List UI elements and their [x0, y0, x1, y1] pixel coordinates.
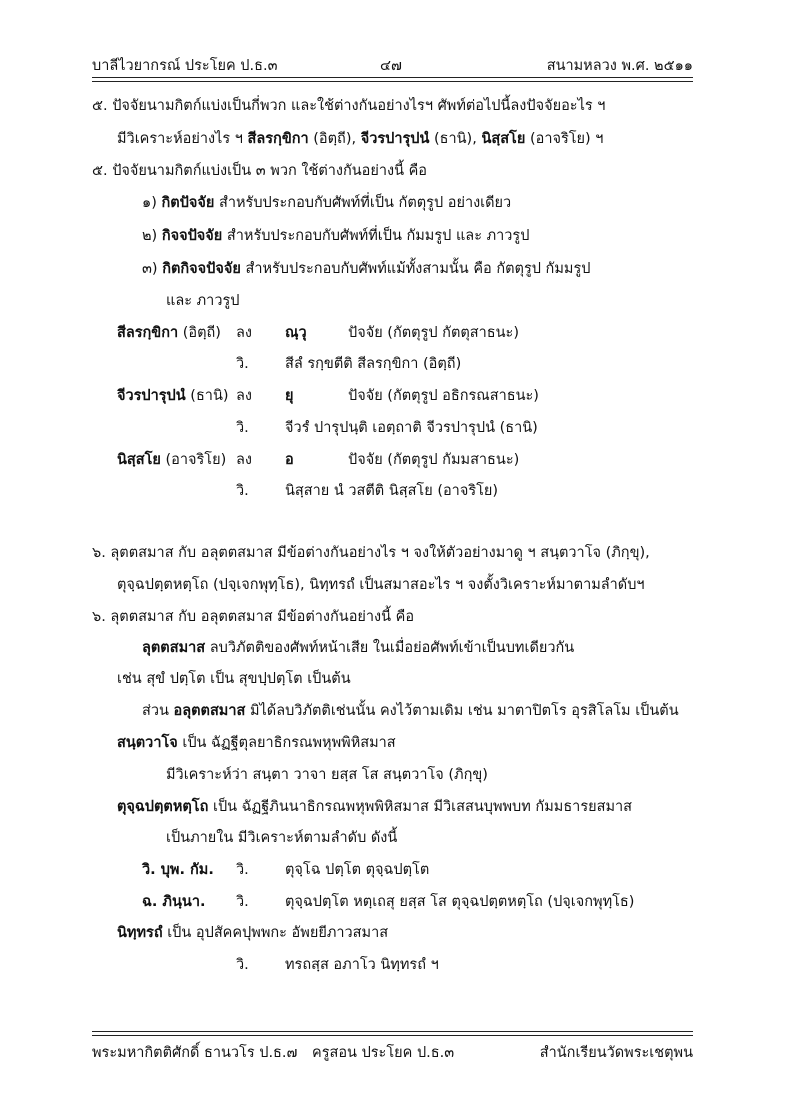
word-3-suffix: อ	[285, 452, 294, 468]
header-exam-year: สนามหลวง พ.ศ. ๒๕๑๑	[546, 58, 693, 74]
word-3-description: ปัจจัย (กัตตุรูป กัมมสาธนะ)	[348, 452, 520, 468]
page-number: ๔๗	[380, 58, 402, 74]
term: อลุตตสมาส	[173, 703, 246, 719]
word-note: (อิตฺถี)	[182, 325, 221, 341]
samasa-2a-analysis: ตุจฺโฉ ปตฺโต ตุจฺฉปตฺโต	[285, 862, 430, 878]
word-2-suffix: ยุ	[285, 388, 294, 404]
q5-word-3: นิสฺสโย	[481, 131, 526, 147]
item-number: ๓)	[142, 261, 158, 277]
samasa-2	[117, 797, 632, 817]
term: ตุจฺฉปตฺตหตฺโถ	[117, 799, 209, 815]
word-3-long: ลง	[236, 452, 252, 468]
term: สนฺตวาโจ	[117, 735, 178, 751]
answer-6-intro: ๖. ลุตตสมาส กับ อลุตตสมาส มีข้อต่างกันอย่างนี้ คือ	[92, 609, 415, 625]
item-description: สำหรับประกอบกับศัพท์แม้ทั้งสามนั้น คือ กัตตุรูป กัมมรูป	[245, 261, 591, 277]
word-2-term	[117, 386, 229, 406]
question-6-line-2: ตุจฺฉปตฺตหตฺโถ (ปจฺเจกพุทฺโธ), นิทฺทรถํ เป็นสมาสอะไร ฯ จงตั้งวิเคราะห์มาตามลำดับฯ	[117, 577, 645, 593]
item-term: กิตกิจจปัจจัย	[162, 261, 241, 277]
description: เป็น อุปสัคคปุพพกะ อัพยยีภาวสมาส	[167, 925, 389, 941]
word-note: (อาจริโย)	[165, 452, 227, 468]
description: เป็น ฉัฏฐีภินนาธิกรณพหุพพิหิสมาส มีวิเสสนบุพพบท กัมมธารยสมาส	[212, 799, 633, 815]
answer-5-item-3	[142, 259, 590, 279]
question-6-line-1: ๖. ลุตตสมาส กับ อลุตตสมาส มีข้อต่างกันอย่างไร ฯ จงให้ตัวอย่างมาดู ฯ สนฺตวาโจ (ภิกฺขุ),	[92, 545, 650, 561]
answer-6-lutta-example: เช่น สุขํ ปตฺโต เป็น สุขปฺปตฺโต เป็นต้น	[117, 671, 351, 687]
header-book-title: บาลีไวยากรณ์ ประโยค ป.ธ.๓	[92, 58, 278, 74]
footer-author: พระมหากิตติศักดิ์ ธานวโร ป.ธ.๗	[92, 1045, 298, 1061]
q5-word-3-note: (อาจริโย) ฯ	[529, 131, 604, 147]
word-2-long: ลง	[236, 388, 252, 404]
item-description: สำหรับประกอบกับศัพท์ที่เป็น กัมมรูป และ ภาวรูป	[226, 228, 530, 244]
word-3-vi: วิ.	[236, 483, 249, 499]
header-rule	[92, 77, 693, 82]
word-term: นิสฺสโย	[117, 452, 161, 468]
samasa-2b-vi: วิ.	[236, 894, 249, 910]
word-1-term	[117, 323, 221, 343]
word-3-analysis: นิสฺสาย นํ วสตีติ นิสฺสโย (อาจริโย)	[285, 483, 499, 499]
samasa-1	[117, 733, 396, 753]
word-1-analysis: สีลํ รกฺขตีติ สีลรกฺขิกา (อิตฺถี)	[285, 356, 462, 372]
term: ลุตตสมาส	[142, 640, 206, 656]
question-5-line-1: ๕. ปัจจัยนามกิตก์แบ่งเป็นกี่พวก และใช้ต่างกันอย่างไรฯ ศัพท์ต่อไปนี้ลงปัจจัยอะไร ฯ	[92, 98, 606, 114]
samasa-2a-vi: วิ.	[236, 862, 249, 878]
word-2-vi: วิ.	[236, 420, 249, 436]
page-header	[92, 54, 693, 78]
answer-5-intro: ๕. ปัจจัยนามกิตก์แบ่งเป็น ๓ พวก ใช้ต่างกันอย่างนี้ คือ	[92, 163, 428, 179]
word-3-term	[117, 450, 226, 470]
item-number: ๒)	[142, 228, 158, 244]
word-2-analysis: จีวรํ ปารุปนฺติ เอตฺถาติ จีวรปารุปนํ (ธานิ)	[285, 420, 538, 436]
word-1-long: ลง	[236, 325, 252, 341]
samasa-2b-label: ฉ. ภินฺนา.	[142, 894, 206, 910]
answer-5-item-3-continued: และ ภาวรูป	[166, 293, 240, 309]
q5-text: มีวิเคราะห์อย่างไร ฯ	[117, 131, 243, 147]
word-2-description: ปัจจัย (กัตตุรูป อธิกรณสาธนะ)	[348, 388, 539, 404]
answer-5-item-2	[142, 226, 529, 246]
q5-word-2-note: (ธานิ),	[434, 131, 477, 147]
samasa-2a-label: วิ. บุพ. กัม.	[142, 862, 214, 878]
word-1-vi: วิ.	[236, 356, 249, 372]
word-term: สีลรกฺขิกา	[117, 325, 179, 341]
description: มิได้ลบวิภัตติเช่นนั้น คงไว้ตามเดิม เช่น มาตาปิตโร อุรสิโลโม เป็นต้น	[249, 703, 679, 719]
footer-course: ครูสอน ประโยค ป.ธ.๓	[312, 1045, 455, 1061]
q5-word-1-note: (อิตฺถี),	[313, 131, 357, 147]
samasa-3	[117, 923, 388, 943]
question-5-line-2	[117, 129, 603, 149]
prefix: ส่วน	[142, 703, 169, 719]
q5-word-2: จีวรปารุปนํ	[360, 131, 430, 147]
samasa-3-vi: วิ.	[236, 957, 249, 973]
samasa-2b-analysis: ตุจฺฉปตฺโต หตฺเถสุ ยสฺส โส ตุจฺฉปตฺตหตฺโถ (ปจฺเจกพุทฺโธ)	[285, 894, 635, 910]
samasa-2-continued: เป็นภายใน มีวิเคราะห์ตามลำดับ ดังนี้	[166, 830, 398, 846]
footer-rule	[92, 1031, 693, 1036]
answer-5-item-1	[142, 193, 511, 213]
q5-word-1: สีลรกฺขิกา	[247, 131, 309, 147]
word-1-description: ปัจจัย (กัตตุรูป กัตตุสาธนะ)	[348, 325, 519, 341]
samasa-1-analysis: มีวิเคราะห์ว่า สนฺตา วาจา ยสฺส โส สนฺตวาโจ (ภิกฺขุ)	[166, 767, 488, 783]
word-1-suffix: ณฺวุ	[285, 325, 307, 341]
item-term: กิตปัจจัย	[161, 195, 215, 211]
footer-institution: สำนักเรียนวัดพระเชตุพน	[539, 1045, 693, 1061]
description: เป็น ฉัฏฐีตุลยาธิกรณพหุพพิหิสมาส	[182, 735, 396, 751]
samasa-3-analysis: ทรถสฺส อภาโว นิทฺทรถํ ฯ	[285, 957, 439, 973]
word-note: (ธานิ)	[190, 388, 229, 404]
answer-6-lutta	[142, 638, 574, 658]
item-description: สำหรับประกอบกับศัพท์ที่เป็น กัตตุรูป อย่างเดียว	[218, 195, 512, 211]
word-term: จีวรปารุปนํ	[117, 388, 186, 404]
description: ลบวิภัตติของศัพท์หน้าเสีย ในเมื่อย่อศัพท์เข้าเป็นบทเดียวกัน	[209, 640, 575, 656]
answer-6-alutta	[142, 701, 679, 721]
term: นิทฺทรถํ	[117, 925, 163, 941]
item-number: ๑)	[142, 195, 157, 211]
page-footer	[92, 1041, 693, 1065]
item-term: กิจจปัจจัย	[161, 228, 223, 244]
